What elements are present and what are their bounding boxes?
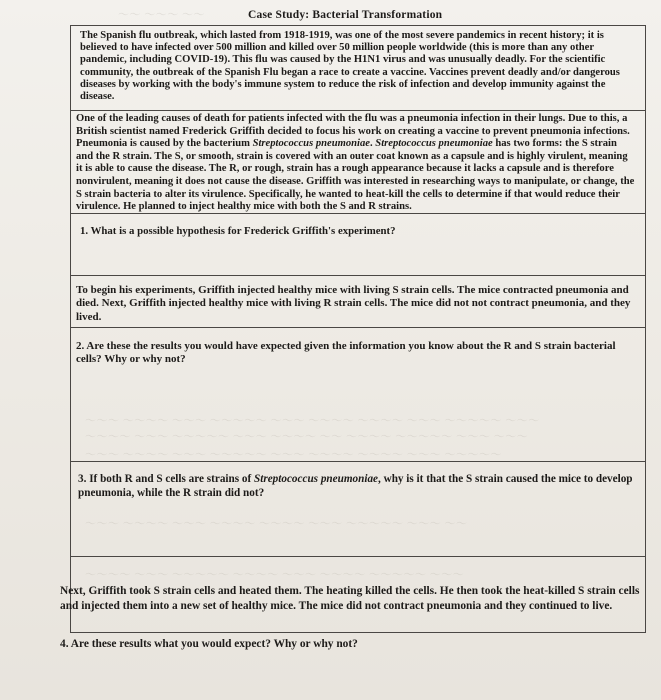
bleed-through-text: ～～～ ～～～～ ～～～ ～～～～～ ～～～ ～～～～ ～～～～ ～～～ ～～～～～ ～～～ [85, 415, 540, 427]
bleed-through-text: ～～～～ ～～～ ～～～～～ ～～～ ～～～～ ～～ ～～～～ ～～～～～ ～～～ ～～～ [85, 431, 529, 443]
species-name: Streptococcus pneumoniae [375, 138, 493, 150]
question-4: 4. Are these results what you would expect? Why or why not? [60, 638, 358, 650]
bleed-through-text: ～～～ ～～～～ ～～～ ～～～～～ ～～～ ～～～～ ～～～～ ～～～ ～～～～～ [85, 449, 502, 461]
question-3: 3. If both R and S cells are strains of Streptococcus pneumoniae, why is it that the S strain caused the mice to develop pneumonia, while the R strain did not? [78, 473, 633, 499]
answer-area-3[interactable] [72, 505, 640, 553]
bleed-through-text: ～～～ ～～～～ ～～～ ～～～～ ～～～～ ～～～ ～～～～～ ～～～ ～～ [85, 518, 468, 530]
background-paragraph: One of the leading causes of death for patients infected with the flu was a pneumonia infection in their lungs. Due to this, a British scientist named Frederick Griffith decided to focus his work on creating a vaccine to prevent pneumonia infections. Pneumonia is caused by the bacterium Streptococcus pneumoniae. Streptococcus pneumoniae has two forms: the S strain and the R strain. The S, or smooth, strain is covered with an outer coat known as a capsule and is highly virulent, meaning it is able to cause the disease. The R, or rough, strain has a rough appearance because it lacks a capsule and is therefore nonvirulent, meaning it does not cause the disease. Griffith was interested in researching ways to manipulate, or change, the S strain bacteria to alter its virulence. Specifically, he wanted to heat-kill the cells to determine if that would reduce their virulence. He planned to inject healthy mice with both the S and R strains. [76, 113, 635, 213]
intro-paragraph: The Spanish flu outbreak, which lasted from 1918-1919, was one of the most severe pandemics in recent history; it is believed to have infected over 500 million and killed over 50 million people worldwide (this is more than any other pandemic, including COVID-19). This flu was caused by the H1N1 virus and was unusually deadly. For the scientific community, the outbreak of the Spanish Flu began a race to create a vaccine. Vaccines prevent deadly and/or dangerous diseases by working with the body's immune system to reduce the risk of infection and develop immunity against the disease. [80, 30, 620, 103]
answer-area-4[interactable] [60, 658, 645, 698]
experiment-2-paragraph: Next, Griffith took S strain cells and heated them. The heating killed the cells. He then took the heat-killed S strain cells and injected them into a new set of healthy mice. The mice did not contract pneumonia and they continued to live. [60, 585, 640, 612]
answer-area-1[interactable] [72, 252, 640, 272]
question-1: 1. What is a possible hypothesis for Frederick Griffith's experiment? [80, 225, 396, 237]
species-name: Streptococcus pneumoniae [252, 138, 370, 150]
experiment-1-paragraph: To begin his experiments, Griffith injected healthy mice with living S strain cells. The mice contracted pneumonia and died. Next, Griffith injected healthy mice with living R strain cells. The mice did not not contract pneumonia, and they lived. [76, 284, 631, 323]
bleed-through-text: ～～ ～～～ ～～ [118, 9, 205, 21]
answer-area-2[interactable] [72, 372, 640, 458]
question-2: 2. Are these the results you would have expected given the information you know about the R and S strain bacterial cells? Why or why not? [76, 340, 616, 366]
page-title: Case Study: Bacterial Transformation [248, 9, 443, 21]
bleed-through-text: ～～～～ ～～～ ～～～～～ ～～～～ ～～～ ～～～～ ～～～～～ ～～～ [85, 569, 465, 581]
species-name: Streptococcus pneumoniae [254, 473, 379, 485]
